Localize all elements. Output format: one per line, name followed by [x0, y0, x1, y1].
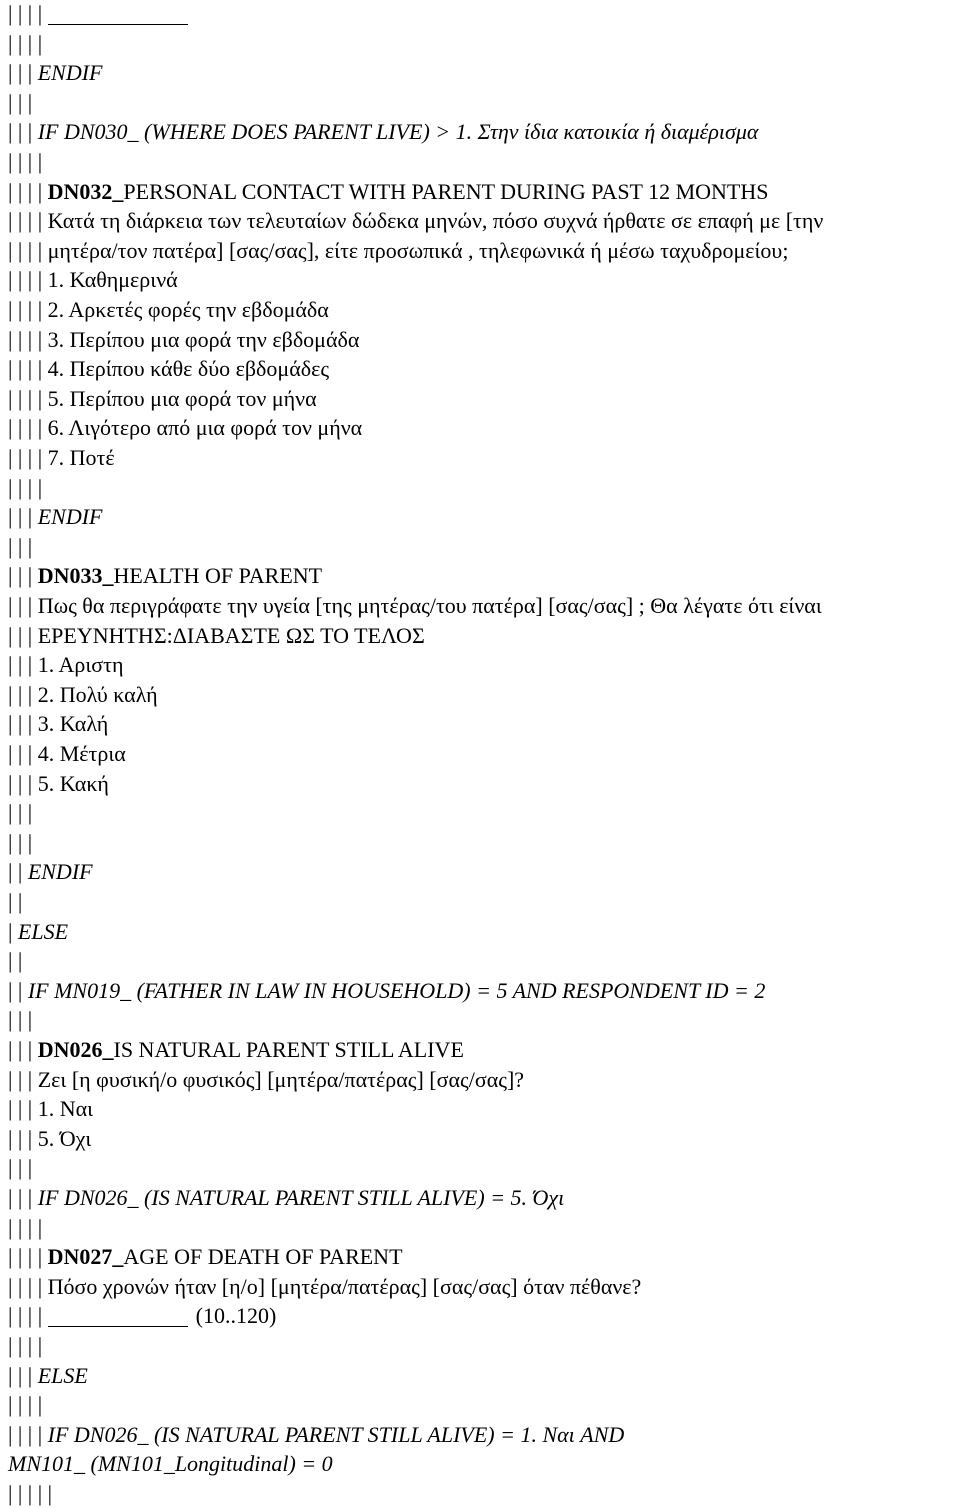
routing-instruction: IF DN030_ (WHERE DOES PARENT LIVE) > 1. Στην ίδια κατοικία ή διαμέρισμα [37, 119, 759, 145]
line-text: 1. Καθημερινά [47, 267, 178, 293]
document-line [8, 1006, 38, 1034]
answer-blank [48, 4, 188, 25]
document-line [8, 1066, 524, 1094]
indent-bars: | | | | [8, 385, 48, 411]
document-line [8, 414, 362, 442]
indent-bars: | | [8, 977, 28, 1003]
document-line [8, 385, 317, 413]
indent-bars: | | | [8, 1096, 38, 1122]
line-text: IS NATURAL PARENT STILL ALIVE [113, 1037, 464, 1062]
document-line [8, 326, 359, 354]
document-line [8, 651, 124, 679]
document-line [8, 1273, 641, 1301]
document-line [8, 503, 102, 531]
indent-bars: | | | [8, 711, 38, 737]
document-line [8, 444, 115, 472]
line-text: 3. Περίπου μια φορά την εβδομάδα [47, 326, 360, 352]
indent-bars: | | | [8, 829, 38, 855]
line-text: 7. Ποτέ [47, 445, 115, 470]
document-line [8, 1421, 624, 1449]
indent-bars: | | [8, 889, 28, 914]
routing-instruction: ELSE [37, 1362, 88, 1388]
document-line [8, 740, 126, 768]
document-line [8, 770, 109, 798]
document-line [8, 30, 48, 58]
line-text: Κατά τη διάρκεια των τελευταίων δώδεκα μηνών, πόσο συχνά ήρθατε σε επαφή με [την [47, 208, 824, 234]
document-line [8, 1362, 88, 1390]
indent-bars: | | | [8, 533, 38, 559]
indent-bars: | | | [8, 800, 38, 826]
document-line [8, 118, 758, 146]
indent-bars: | | | [8, 681, 38, 707]
line-text: (10..120) [195, 1303, 277, 1329]
indent-bars: | | | | [8, 415, 48, 441]
document-line [8, 1095, 93, 1123]
document-line [8, 1154, 38, 1182]
document-line [8, 89, 38, 117]
document-line [8, 148, 48, 176]
indent-bars: | | | | [8, 237, 48, 263]
line-text: Πως θα περιγράφατε την υγεία [της μητέρας/του πατέρα] [σας/σας] ; Θα λέγατε ότι είναι [37, 593, 822, 618]
document-line [8, 474, 48, 502]
document-line [8, 1480, 58, 1508]
indent-bars: | | | [8, 60, 38, 86]
document-line [8, 59, 102, 87]
line-text: 6. Λιγότερο από μια φορά τον μήνα [47, 415, 363, 441]
line-text: 3. Καλή [37, 711, 109, 737]
indent-bars: | | | | [8, 1273, 48, 1299]
indent-bars: | | | | [8, 474, 48, 500]
document-line [8, 237, 788, 265]
indent-bars: | | | | [8, 445, 48, 470]
indent-bars: | | | [8, 1362, 38, 1388]
document-line [8, 1332, 48, 1360]
indent-bars: | | | [8, 1185, 38, 1210]
document-line [8, 1391, 48, 1419]
indent-bars: | | | [8, 119, 38, 145]
document-line [8, 1184, 564, 1212]
indent-bars: | | | [8, 1007, 38, 1033]
line-text: 2. Αρκετές φορές την εβδομάδα [47, 297, 329, 322]
document-line [8, 888, 28, 916]
routing-instruction: IF DN026_ (IS NATURAL PARENT STILL ALIVE) = 5. Όχι [37, 1185, 565, 1210]
line-text: PERSONAL CONTACT WITH PARENT DURING PAST 12 MONTHS [123, 178, 769, 204]
indent-bars: | | | [8, 741, 38, 766]
document-line [8, 562, 322, 590]
document-line [8, 1036, 464, 1064]
indent-bars: | | | [8, 622, 38, 648]
document-line [8, 533, 38, 561]
indent-bars: | | | | [8, 1214, 48, 1240]
question-code: DN033_ [37, 563, 114, 589]
answer-blank [48, 1306, 188, 1327]
line-text: HEALTH OF PARENT [113, 563, 323, 589]
indent-bars: | | | | [8, 326, 48, 352]
document-line [8, 1302, 276, 1330]
document-line [8, 592, 822, 620]
line-text: Ζει [η φυσική/ο φυσικός] [μητέρα/πατέρας] [σας/σας]? [37, 1066, 525, 1092]
indent-bars: | | | [8, 504, 38, 530]
routing-instruction: ENDIF [37, 60, 103, 86]
document-line [8, 296, 329, 324]
routing-instruction: ENDIF [27, 859, 93, 885]
routing-instruction: ELSE [17, 918, 69, 944]
question-code: DN032_ [47, 178, 124, 204]
indent-bars: | | | [8, 652, 38, 678]
line-text: 5. Περίπου μια φορά τον μήνα [47, 385, 317, 411]
question-code: DN027_ [47, 1244, 124, 1270]
line-text: AGE OF DEATH OF PARENT [123, 1244, 403, 1270]
document-line [8, 355, 329, 383]
indent-bars: | | [8, 859, 28, 885]
document-line [8, 266, 178, 294]
line-text: 5. Όχι [37, 1125, 92, 1151]
document-line [8, 622, 425, 650]
indent-bars: | | | | [8, 1421, 48, 1447]
document-line [8, 799, 38, 827]
indent-bars: | | | | [8, 267, 48, 293]
indent-bars: | | | [8, 1125, 38, 1151]
indent-bars: | | | | [8, 208, 48, 234]
line-text: ΕΡΕΥΝΗΤΗΣ:ΔΙΑΒΑΣΤΕ ΩΣ ΤΟ ΤΕΛΟΣ [37, 622, 425, 648]
line-text: μητέρα/τον πατέρα] [σας/σας], είτε προσωπικά , τηλεφωνικά ή μέσω ταχυδρομείου; [47, 237, 789, 263]
question-code: DN026_ [37, 1037, 114, 1062]
indent-bars: | | | [8, 1155, 38, 1181]
line-text: 1. Αριστη [37, 652, 124, 678]
line-text: Πόσο χρονών ήταν [η/ο] [μητέρα/πατέρας] [σας/σας] όταν πέθανε? [47, 1273, 642, 1299]
routing-instruction: ENDIF [37, 504, 103, 530]
document-line [8, 207, 823, 235]
indent-bars: | | | | [8, 297, 48, 322]
indent-bars: | | | | [8, 1303, 48, 1329]
routing-instruction: IF MN019_ (FATHER IN LAW IN HOUSEHOLD) = 5 AND RESPONDENT ID = 2 [27, 977, 766, 1003]
document-line [8, 710, 108, 738]
indent-bars: | | | [8, 1037, 38, 1062]
document-line [8, 0, 196, 28]
indent-bars: | | | | [8, 1333, 48, 1358]
indent-bars: | | | | [8, 30, 48, 56]
document-line [8, 178, 769, 206]
indent-bars: | | | [8, 563, 38, 589]
line-text: 5. Κακή [37, 770, 109, 796]
indent-bars: | | | [8, 1066, 38, 1092]
indent-bars: | | | | | [8, 1481, 58, 1506]
indent-bars: | | | | [8, 149, 48, 174]
indent-bars: | | | | [8, 1392, 48, 1418]
indent-bars: | | | | [8, 1, 48, 26]
document-line [8, 1214, 48, 1242]
indent-bars: | | | | [8, 1244, 48, 1270]
indent-bars: | | | | [8, 178, 48, 204]
indent-bars: | | | [8, 770, 38, 796]
line-text: 4. Περίπου κάθε δύο εβδομάδες [47, 356, 330, 382]
line-text: 2. Πολύ καλή [37, 681, 158, 707]
routing-instruction: IF DN026_ (IS NATURAL PARENT STILL ALIVE) = 1. Ναι AND [47, 1421, 625, 1447]
document-line [8, 947, 28, 975]
document-line [8, 918, 68, 946]
document-line [8, 1450, 333, 1478]
indent-bars: | | | [8, 593, 38, 618]
routing-instruction: MN101_ (MN101_Longitudinal) = 0 [8, 1451, 333, 1477]
document-line [8, 1125, 91, 1153]
indent-bars: | [8, 918, 18, 944]
line-text: 1. Ναι [37, 1096, 94, 1122]
document-line [8, 858, 93, 886]
document-line [8, 1243, 403, 1271]
document-line [8, 681, 158, 709]
document-line [8, 977, 765, 1005]
indent-bars: | | | | [8, 356, 48, 382]
indent-bars: | | [8, 948, 28, 974]
line-text: 4. Μέτρια [37, 741, 126, 766]
indent-bars: | | | [8, 89, 38, 115]
document-line [8, 829, 38, 857]
